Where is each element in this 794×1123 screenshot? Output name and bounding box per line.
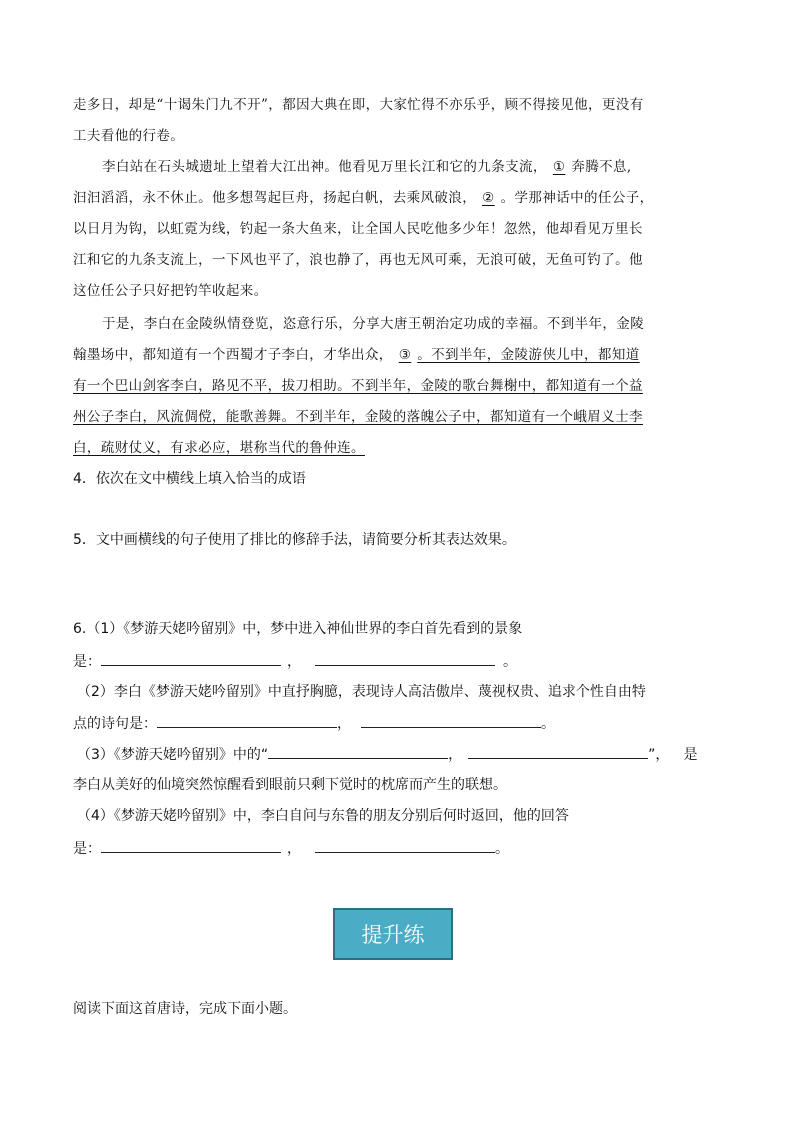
- question-text: 点的诗句是：: [73, 716, 157, 732]
- answer-blank[interactable]: [315, 838, 495, 853]
- passage-line: [102, 157, 632, 177]
- answer-blank[interactable]: [315, 651, 495, 666]
- blank-3: ③: [398, 347, 412, 363]
- answer-blank[interactable]: [361, 713, 541, 728]
- answer-blank[interactable]: [468, 744, 648, 759]
- question-6-3-cont: 李白从美好的仙境突然惊醒看到眼前只剩下觉时的枕席而产生的联想。: [73, 777, 507, 793]
- passage-line: 于是，李白在金陵纵情登览，恣意行乐，分享大唐王朝治定功成的幸福。不到半年，金陵: [102, 316, 645, 332]
- section-header-button: 提升练: [333, 908, 453, 960]
- punctuation: ，: [337, 716, 351, 732]
- underlined-sentence: 。不到半年，金陵游侠儿中，都知道: [417, 347, 640, 363]
- passage-text: 翰墨场中，都知道有一个西蜀才子李白，才华出众，: [73, 347, 393, 363]
- passage-line: 工夫看他的行卷。: [73, 128, 185, 144]
- punctuation: ，: [448, 747, 463, 763]
- question-4: 4．依次在文中横线上填入恰当的成语: [73, 471, 306, 487]
- punctuation: ”，: [648, 747, 670, 763]
- underlined-sentence: 白，疏财仗义，有求必应，堪称当代的鲁仲连。: [73, 440, 365, 456]
- underlined-sentence: 有一个巴山剑客李白，路见不平，拔刀相助。不到半年，金陵的歌台舞榭中，都知道有一个益: [73, 378, 643, 394]
- passage-text: 。学那神话中的任公子，: [500, 190, 654, 206]
- passage-line: 江和它的九条支流上，一下风也平了，浪也静了，再也无风可乘，无浪可破，无鱼可钓了。他: [73, 252, 643, 268]
- question-6-1: 6.（1）《梦游天姥吟留别》中，梦中进入神仙世界的李白首先看到的景象: [73, 621, 523, 637]
- passage-line: [73, 188, 654, 208]
- punctuation: ，: [287, 841, 301, 857]
- question-6-2: （2）李白《梦游天姥吟留别》中直抒胸臆，表现诗人高洁傲岸、蔑视权贵、追求个性自由特: [77, 684, 646, 700]
- punctuation: ，: [287, 654, 301, 670]
- passage-line: 走多日，却是“十谒朱门九不开”，都因大典在即，大家忙得不亦乐乎，顾不得接见他，更没有: [73, 97, 644, 113]
- question-text: 是：: [73, 841, 101, 857]
- answer-blank[interactable]: [268, 744, 448, 759]
- punctuation: 。: [495, 841, 509, 857]
- underlined-sentence: 州公子李白，风流倜傥，能歌善舞。不到半年，金陵的落魄公子中，都知道有一个峨眉义士李: [73, 409, 643, 425]
- question-6-3: [77, 744, 697, 765]
- question-text: 是: [683, 747, 698, 763]
- passage-text: 李白站在石头城遗址上望着大江出神。他看见万里长江和它的九条支流，: [102, 159, 547, 175]
- question-6-4-answer: [73, 838, 509, 859]
- answer-blank[interactable]: [157, 713, 337, 728]
- question-text: （3）《梦游天姥吟留别》中的“: [77, 747, 269, 763]
- passage-text: 奔腾不息,: [571, 159, 632, 175]
- question-text: 是：: [73, 654, 101, 670]
- punctuation: 。: [541, 716, 555, 732]
- question-6-4: （4）《梦游天姥吟留别》中，李白自问与东鲁的朋友分别后何时返回，他的回答: [77, 808, 569, 824]
- answer-blank[interactable]: [101, 651, 281, 666]
- question-5: 5．文中画横线的句子使用了排比的修辞手法，请简要分析其表达效果。: [73, 532, 516, 548]
- passage-line: [73, 345, 640, 365]
- question-6-2-answer: [73, 713, 555, 734]
- answer-blank[interactable]: [101, 838, 281, 853]
- reading-intro: 阅读下面这首唐诗，完成下面小题。: [73, 1001, 297, 1017]
- passage-line: 以日月为钩，以虹霓为线，钓起一条大鱼来，让全国人民吃他多少年！忽然，他却看见万里长: [73, 221, 643, 237]
- punctuation: 。: [503, 654, 517, 670]
- question-6-1-answer: [73, 651, 517, 672]
- passage-line: 这位任公子只好把钓竿收起来。: [73, 283, 268, 299]
- blank-2: ②: [482, 190, 495, 206]
- blank-1: ①: [552, 159, 566, 175]
- passage-text: 汩汩滔滔，永不休止。他多想驾起巨舟，扬起白帆，去乘风破浪，: [73, 190, 477, 206]
